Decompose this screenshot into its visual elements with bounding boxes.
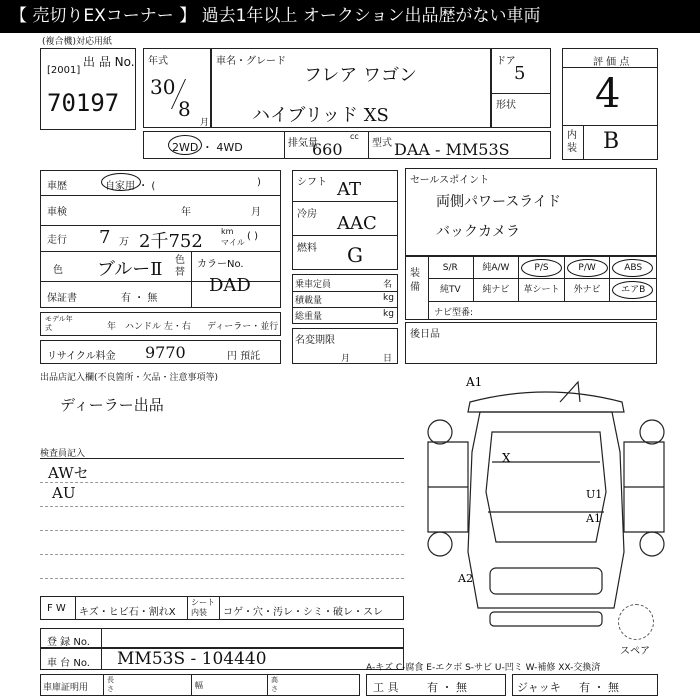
capacity-unit: 名 bbox=[383, 280, 393, 290]
door-value: 5 bbox=[514, 63, 526, 84]
car-damage-diagram bbox=[410, 372, 682, 630]
certificate-height: 高さ bbox=[271, 676, 278, 693]
damage-row bbox=[40, 596, 404, 620]
color-label: 色 bbox=[53, 265, 63, 276]
equipment-item: P/S bbox=[519, 257, 565, 279]
ac-value: AAC bbox=[337, 213, 377, 234]
model-year-row bbox=[40, 312, 281, 336]
year-box bbox=[143, 48, 211, 128]
mileage-man: 7 bbox=[99, 227, 111, 248]
history-label: 車歴 bbox=[47, 181, 67, 192]
recycle-label: リサイクル料金 bbox=[47, 351, 116, 362]
tools-value: 有 ・ 無 bbox=[427, 681, 467, 694]
name-change-unit: 月 bbox=[341, 354, 351, 364]
diagram-mark-a1-top: A1 bbox=[466, 375, 483, 389]
damage-legend: A-キズ C-腐食 E-エクボ S-サビ U-凹ミ W-補修 XX-交換済 bbox=[366, 663, 601, 673]
damage-items: キズ・ヒビ石・割れX bbox=[79, 607, 176, 618]
car-grade: ハイブリッド XS bbox=[252, 105, 389, 126]
jack-row bbox=[512, 674, 658, 696]
shift-label: シフト bbox=[297, 177, 327, 188]
warranty-label: 保証書 bbox=[47, 293, 77, 304]
score-value: 4 bbox=[595, 71, 621, 117]
mileage-label: 走行 bbox=[47, 235, 67, 246]
jack-value: 有 ・ 無 bbox=[579, 681, 619, 694]
seat-label: シート内装 bbox=[191, 598, 215, 617]
equipment-grid bbox=[428, 257, 656, 301]
shift-value: AT bbox=[337, 179, 362, 200]
history-close: ) bbox=[257, 177, 261, 188]
seller-notes-label: 出品店記入欄(不良箇所・欠品・注意事項等) bbox=[40, 373, 219, 383]
equipment-item: 外ナビ bbox=[565, 279, 611, 301]
ac-label: 冷房 bbox=[297, 209, 317, 220]
car-name-box bbox=[211, 48, 491, 128]
lot-label: 出 品 No. bbox=[83, 55, 135, 69]
equipment-circle bbox=[612, 281, 653, 299]
mileage-km: km bbox=[221, 227, 234, 236]
sales-point-label: セールスポイント bbox=[410, 175, 490, 186]
color-code: DAD bbox=[209, 275, 251, 296]
equipment-label: 装備 bbox=[410, 268, 420, 293]
score-label: 評 価 点 bbox=[593, 57, 630, 68]
certificate-row bbox=[40, 674, 360, 696]
mileage-man-unit: 万 bbox=[119, 237, 129, 248]
equipment-item: 純TV bbox=[428, 279, 474, 301]
certificate-label: 車庫証明用 bbox=[43, 683, 89, 693]
spare-label: スペア bbox=[620, 646, 650, 657]
spare-circle bbox=[618, 604, 654, 640]
inspector-line2: AU bbox=[52, 484, 76, 502]
history-options: 自家用 ・ ( bbox=[105, 181, 156, 192]
mileage-mile: マイル bbox=[221, 238, 245, 247]
jack-label: ジャッキ bbox=[517, 681, 561, 694]
displacement-unit: cc bbox=[350, 132, 359, 141]
diagram-mark-a2: A2 bbox=[458, 572, 473, 585]
year-value: 30 bbox=[150, 75, 176, 99]
recycle-value: 9770 bbox=[145, 343, 186, 362]
inspector-label: 検査員記入 bbox=[40, 449, 86, 459]
model-year-handle: ハンドル 左・右 bbox=[125, 322, 191, 332]
equipment-box bbox=[405, 256, 657, 320]
equipment-item: ABS bbox=[610, 257, 656, 279]
weight-unit: kg bbox=[383, 309, 394, 319]
lot-box bbox=[40, 48, 136, 130]
color-value: ブルーⅡ bbox=[97, 259, 163, 280]
model-year-year: 年 bbox=[107, 322, 117, 332]
inspection-year: 年 bbox=[181, 207, 191, 218]
seller-notes-text: ディーラー出品 bbox=[60, 396, 164, 414]
shape-label: 形状 bbox=[496, 100, 516, 111]
equipment-circle bbox=[612, 259, 653, 277]
history-circle bbox=[101, 173, 141, 191]
chassis-label: 車 台 No. bbox=[47, 658, 90, 669]
chassis-row bbox=[40, 648, 404, 670]
load-unit: kg bbox=[383, 293, 394, 303]
car-name-label: 車名・グレード bbox=[216, 56, 286, 67]
navi-model-label: ナビ型番: bbox=[434, 308, 474, 318]
door-box bbox=[491, 48, 551, 128]
displacement-value: 660 bbox=[312, 140, 343, 159]
equipment-item: エアB bbox=[610, 279, 656, 301]
equipment-item: 純A/W bbox=[474, 257, 520, 279]
fw-label: F W bbox=[47, 603, 66, 614]
equipment-circle bbox=[567, 259, 608, 277]
capacity-label: 乗車定員 bbox=[295, 280, 332, 290]
recycle-unit: 円 預託 bbox=[227, 351, 261, 362]
equipment-item: 純ナビ bbox=[474, 279, 520, 301]
name-change-day: 日 bbox=[383, 354, 393, 364]
sales-point-box bbox=[405, 168, 657, 256]
model-year-dealer: ディーラー・並行 bbox=[207, 322, 279, 332]
diagram-mark-u1: U1 bbox=[586, 488, 603, 501]
after-date-box bbox=[405, 322, 657, 364]
chassis-value: MM53S - 104440 bbox=[117, 649, 267, 669]
weight-label: 総重量 bbox=[295, 312, 323, 322]
lot-number: 70197 bbox=[47, 89, 120, 117]
certificate-length: 長さ bbox=[107, 676, 114, 693]
inspection-month: 月 bbox=[251, 207, 261, 218]
interior-label: 内装 bbox=[567, 130, 577, 154]
color-code-label: カラーNo. bbox=[197, 259, 244, 270]
equipment-item: S/R bbox=[428, 257, 474, 279]
capacity-box bbox=[292, 274, 398, 324]
after-date-label: 後日品 bbox=[410, 329, 440, 340]
sales-point-line2: バックカメラ bbox=[436, 224, 520, 240]
diagram-mark-a1: A1 bbox=[586, 512, 601, 525]
equipment-circle bbox=[521, 259, 562, 277]
form-name: (複合機)対応用紙 bbox=[42, 37, 113, 47]
warranty-value: 有 ・ 無 bbox=[121, 293, 158, 304]
month-unit: 月 bbox=[200, 118, 210, 128]
seat-damage: コゲ・穴・汚レ・シミ・破レ・スレ bbox=[223, 607, 383, 618]
displacement-label: 排気量 bbox=[288, 138, 318, 149]
name-change-box bbox=[292, 328, 398, 364]
inspector-line1: AWセ bbox=[48, 464, 89, 482]
drive-label: 2WD ・ 4WD bbox=[172, 141, 243, 154]
door-label: ドア bbox=[496, 56, 516, 67]
fuel-label: 燃料 bbox=[297, 243, 317, 254]
diagram-mark-x: X bbox=[502, 451, 511, 465]
banner-title: 【 売切りEXコーナー 】 過去1年以上 オークション出品歴がない車両 bbox=[0, 0, 700, 33]
registration-label: 登 録 No. bbox=[47, 637, 90, 648]
tools-row bbox=[366, 674, 506, 696]
equipment-item: P/W bbox=[565, 257, 611, 279]
car-name: フレア ワゴン bbox=[304, 65, 418, 86]
mileage-value: 2千752 bbox=[139, 231, 203, 252]
month-value: 8 bbox=[178, 97, 191, 121]
model-label: 型式 bbox=[372, 138, 392, 149]
inspection-label: 車検 bbox=[47, 207, 67, 218]
year-label: 年式 bbox=[148, 56, 168, 67]
tools-label: 工 具 bbox=[373, 681, 399, 694]
interior-value: B bbox=[603, 129, 620, 154]
model-value: DAA - MM53S bbox=[394, 140, 510, 159]
certificate-width: 幅 bbox=[195, 681, 203, 690]
equipment-item: 革シート bbox=[519, 279, 565, 301]
mileage-paren: ( ) bbox=[247, 231, 258, 242]
name-change-label: 名変期限 bbox=[295, 335, 335, 346]
registration-row bbox=[40, 628, 404, 648]
shift-box bbox=[292, 170, 398, 270]
history-section bbox=[40, 170, 281, 308]
score-box bbox=[562, 48, 658, 160]
spec-row bbox=[143, 131, 551, 159]
sales-point-line1: 両側パワースライド bbox=[436, 194, 561, 210]
recycle-row bbox=[40, 340, 281, 364]
load-label: 積載量 bbox=[295, 296, 323, 306]
fuel-value: G bbox=[347, 243, 363, 267]
drive-circle bbox=[168, 135, 202, 155]
lot-small: [2001] bbox=[47, 65, 81, 76]
model-year-label: モデル年式 bbox=[45, 315, 73, 332]
color-change: 色替 bbox=[175, 255, 185, 278]
